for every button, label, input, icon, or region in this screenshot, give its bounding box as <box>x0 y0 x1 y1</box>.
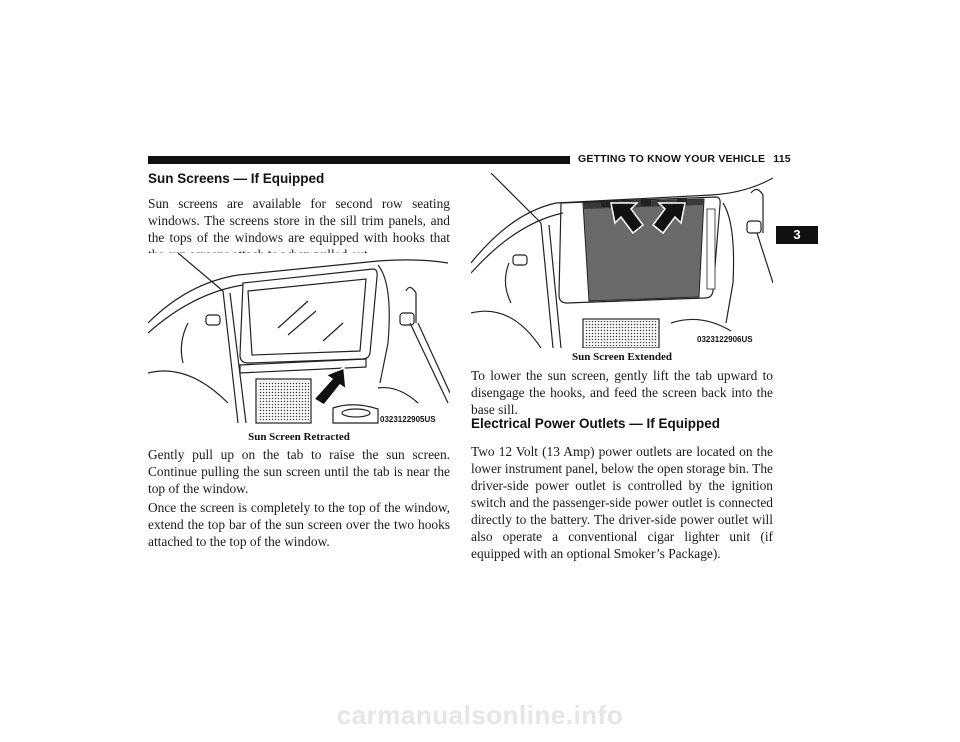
paragraph-intro: Sun screens are available for second row seating windows. The screens store in the sill trim panels, and the tops of the windows are equipped with hooks that <box>148 196 450 245</box>
running-header <box>578 153 791 165</box>
illustration-retracted <box>148 253 450 429</box>
caption-retracted: Sun Screen Retracted <box>248 431 350 443</box>
figure-code: 0323122905US <box>380 415 436 424</box>
figure-sun-screen-retracted <box>148 253 450 429</box>
page-number: 115 <box>773 153 791 165</box>
chapter-tab: 3 <box>776 226 818 244</box>
header-rule <box>148 156 570 164</box>
paragraph-lower: To lower the sun screen, gently lift the tab upward to disengage the hooks, and feed the screen back into the base sill. <box>471 368 773 417</box>
paragraph-pull: Gently pull up on the tab to raise the sun screen. Continue pulling the sun screen until the tab is near the top of the window. <box>148 447 450 496</box>
watermark: carmanualsonline.info <box>336 700 624 730</box>
figure-code: 0323122906US <box>697 335 753 344</box>
figure-sun-screen-extended <box>471 173 773 348</box>
paragraph-outlets: Two 12 Volt (13 Amp) power outlets are located on the lower instrument panel, below the open storage bin. The driver-side power outlet is controlled by the ignition switch and the passenger-side power outlet is connected directly to the battery. The driver-side power outlet will also operate a conventional cigar lighter unit (if equipped with an optional Smoker’s Package). <box>471 444 773 561</box>
illustration-extended <box>471 173 773 348</box>
paragraph-extend: Once the screen is completely to the top of the window, extend the top bar of the sun screen over the two hooks attached to the top of the window. <box>148 500 450 549</box>
heading-sun-screens: Sun Screens — If Equipped <box>148 171 325 186</box>
caption-extended: Sun Screen Extended <box>571 351 673 363</box>
section-title: GETTING TO KNOW YOUR VEHICLE <box>578 153 766 165</box>
heading-power-outlets: Electrical Power Outlets — If Equipped <box>471 416 721 431</box>
